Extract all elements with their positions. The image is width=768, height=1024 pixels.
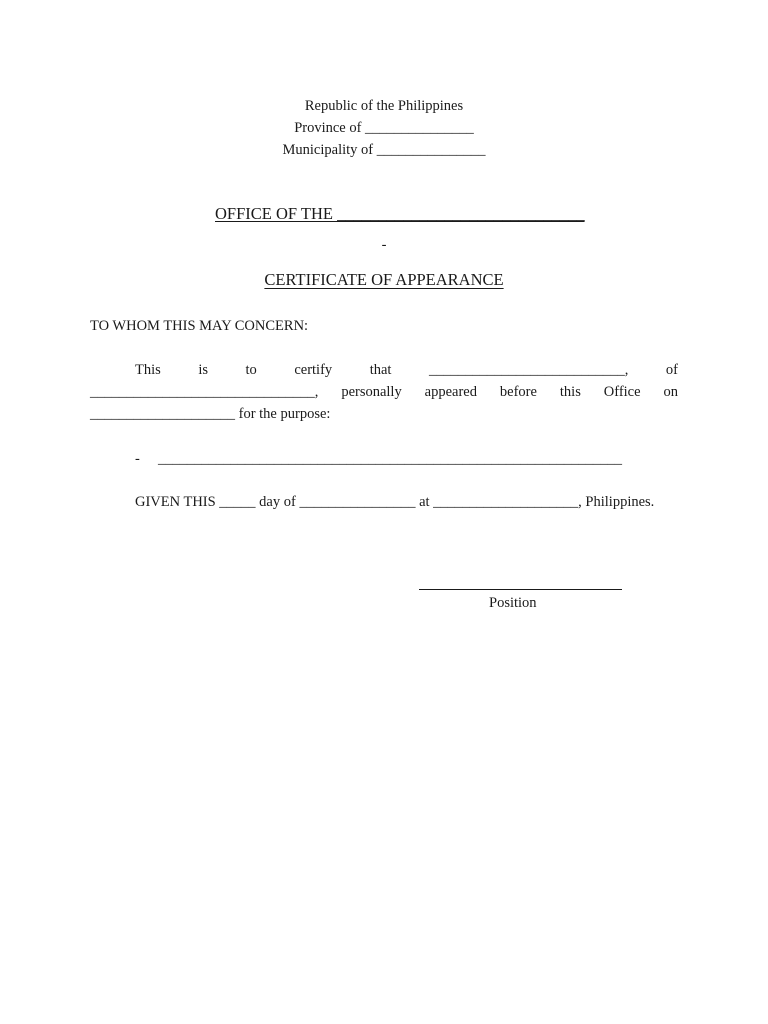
province-line: Province of _______________ xyxy=(294,120,474,136)
office-title: OFFICE OF THE ______________________________ xyxy=(215,204,585,223)
body-word: personally xyxy=(341,384,402,400)
body-line-1 xyxy=(135,361,678,379)
address-blank: _______________________________, xyxy=(90,384,319,400)
republic-header: Republic of the Philippines xyxy=(304,98,464,114)
name-blank: ___________________________, xyxy=(428,362,629,378)
body-word: appeared xyxy=(424,384,477,400)
body-word: certify xyxy=(294,362,333,378)
body-word: that xyxy=(369,362,392,378)
body-word: This xyxy=(135,362,161,378)
body-word: of xyxy=(665,362,678,378)
body-word: on xyxy=(663,384,678,400)
purpose-blank: ________________________________________________________________ xyxy=(158,451,622,467)
body-word: this xyxy=(559,384,581,400)
body-line-2 xyxy=(90,383,678,401)
municipality-line: Municipality of _______________ xyxy=(282,142,486,158)
office-dash: - xyxy=(381,237,387,253)
body-word: Office xyxy=(603,384,641,400)
given-line: GIVEN THIS _____ day of ________________ at ____________________, Philippines. xyxy=(135,494,655,510)
purpose-dash: - xyxy=(135,451,140,467)
salutation: TO WHOM THIS MAY CONCERN: xyxy=(90,318,309,334)
body-word: is xyxy=(198,362,208,378)
body-word: before xyxy=(499,384,537,400)
body-word: to xyxy=(245,362,257,378)
certificate-title: CERTIFICATE OF APPEARANCE xyxy=(264,270,504,289)
signature-line xyxy=(419,589,622,590)
body-line-3: ____________________ for the purpose: xyxy=(90,406,331,422)
position-label: Position xyxy=(489,595,537,611)
